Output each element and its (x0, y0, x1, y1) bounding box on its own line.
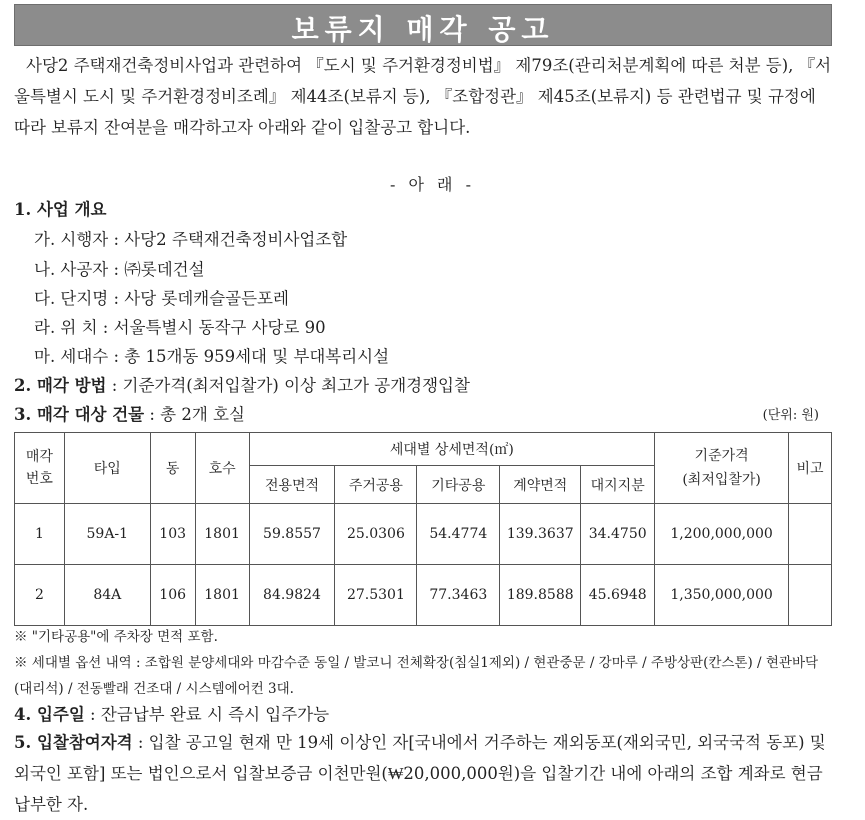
header-ho: 호수 (195, 433, 249, 504)
header-contract-area: 계약면적 (500, 466, 581, 504)
table-row (15, 504, 832, 565)
note-options: ※ 세대별 옵션 내역 : 조합원 분양세대와 마감수준 동일 / 발코니 전체확장(침실1제외) / 현관중문 / 강마루 / 주방상판(칸스톤) / 현관바닥(대리석) / 전동빨래 건조대 / 시스템에어컨 3대. (14, 655, 819, 697)
section1-item-complex: 다. 단지명 : 사당 롯데캐슬골든포레 (34, 289, 289, 308)
section1-item-households: 마. 세대수 : 총 15개동 959세대 및 부대복리시설 (34, 347, 390, 366)
section5-text: : 입찰 공고일 현재 만 19세 이상인 자[국내에서 거주하는 재외동포(재외국민, 외국국적 동포) 및 외국인 포함] 또는 법인으로서 입찰보증금 이천만원(₩20,000,000원)을 입찰기간 내에 아래의 조합 계좌로 현금 납부한 자. (14, 733, 826, 814)
cell-dong: 103 (150, 504, 195, 565)
cell-residential-common: 25.0306 (335, 504, 417, 565)
cell-no: 1 (15, 504, 65, 565)
section1-item-contractor: 나. 사공자 : ㈜롯데건설 (34, 260, 205, 279)
header-remark: 비고 (789, 433, 832, 504)
section5-heading: 5. 입찰참여자격 (14, 733, 133, 752)
table-row (15, 565, 832, 626)
center-heading: - 아 래 - (390, 175, 475, 194)
header-dong: 동 (150, 433, 195, 504)
cell-other-common: 77.3463 (417, 565, 500, 626)
cell-exclusive-area: 59.8557 (249, 504, 335, 565)
cell-type: 59A-1 (64, 504, 150, 565)
cell-ho: 1801 (195, 504, 249, 565)
cell-remark (789, 504, 832, 565)
title-banner (14, 4, 832, 46)
cell-land-share: 34.4750 (581, 504, 655, 565)
header-area-group: 세대별 상세면적(㎡) (249, 433, 655, 466)
section1-item-location: 라. 위 치 : 서울특별시 동작구 사당로 90 (34, 318, 326, 337)
cell-dong: 106 (150, 565, 195, 626)
cell-contract-area: 139.3637 (500, 504, 581, 565)
header-land-share: 대지지분 (581, 466, 655, 504)
header-no: 매각 번호 (15, 433, 65, 504)
cell-land-share: 45.6948 (581, 565, 655, 626)
cell-residential-common: 27.5301 (335, 565, 417, 626)
cell-price: 1,350,000,000 (655, 565, 789, 626)
section2-text: : 기준가격(최저입찰가) 이상 최고가 공개경쟁입찰 (106, 376, 470, 395)
section3-text: : 총 2개 호실 (144, 405, 245, 424)
section4-heading: 4. 입주일 (14, 705, 85, 724)
note-parking: ※ "기타공용"에 주차장 면적 포함. (14, 629, 218, 645)
cell-price: 1,200,000,000 (655, 504, 789, 565)
section5 (14, 727, 834, 820)
section3 (14, 401, 245, 425)
section1-heading: 1. 사업 개요 (14, 200, 107, 219)
section4-text: : 잔금납부 완료 시 즉시 입주가능 (84, 705, 330, 724)
page-title: 보류지 매각 공고 (291, 13, 555, 46)
intro-paragraph: 사당2 주택재건축정비사업과 관련하여 『도시 및 주거환경정비법』 제79조(관리처분계획에 따른 처분 등), 『서울특별시 도시 및 주거환경정비조례』 제44조(보류지 등), 『조합정관』 제45조(보류지) 등 관련법규 및 규정에 따라 보류지 잔여분을 매각하고자 아래와 같이 입찰공고 합니다. (14, 56, 832, 137)
header-exclusive-area: 전용면적 (249, 466, 335, 504)
bid-table (14, 432, 832, 626)
header-residential-common: 주거공용 (335, 466, 417, 504)
cell-ho: 1801 (195, 565, 249, 626)
section4 (14, 701, 329, 725)
section2-heading: 2. 매각 방법 (14, 376, 107, 395)
cell-other-common: 54.4774 (417, 504, 500, 565)
header-price: 기준가격 (최저입찰가) (655, 433, 789, 504)
header-type: 타입 (64, 433, 150, 504)
section1-item-executor: 가. 시행자 : 사당2 주택재건축정비사업조합 (34, 230, 348, 249)
unit-note: (단위: 원) (762, 408, 819, 423)
cell-exclusive-area: 84.9824 (249, 565, 335, 626)
section3-heading: 3. 매각 대상 건물 (14, 405, 145, 424)
section2 (14, 372, 470, 396)
header-other-common: 기타공용 (417, 466, 500, 504)
cell-contract-area: 189.8588 (500, 565, 581, 626)
cell-type: 84A (64, 565, 150, 626)
cell-remark (789, 565, 832, 626)
cell-no: 2 (15, 565, 65, 626)
